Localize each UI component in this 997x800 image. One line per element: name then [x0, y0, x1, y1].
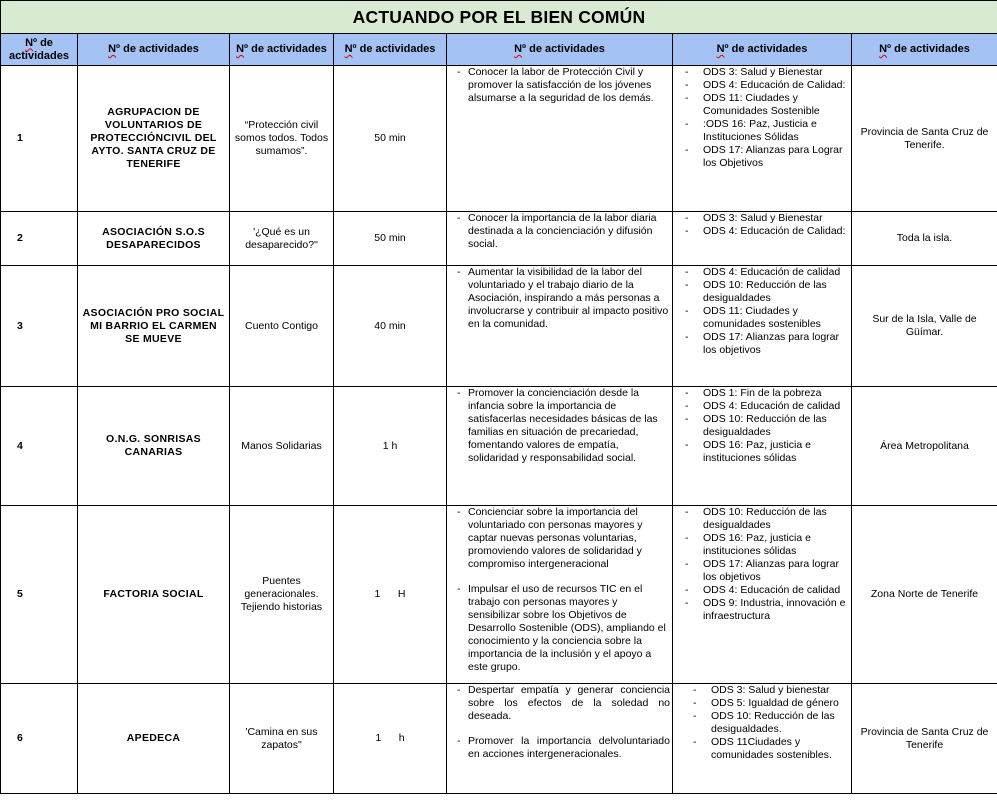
objective-item: - Impulsar el uso de recursos TIC en el trabajo con personas mayores y sensibilizar sobre los Objetivos de Desarrollo Sostenible (ODS), ampliando el conocimiento y la conciencia sobre la importancia de la inclusión y el apoyo a este grupo. — [455, 583, 670, 674]
duration: 40 min — [334, 266, 447, 387]
ods-item: - ODS 5: Igualdad de género — [689, 697, 849, 710]
objective-item: - Concienciar sobre la importancia del voluntariado con personas mayores y captar nuevas personas voluntarias, promoviendo valores de solidaridad y compromiso intergeneracional — [455, 506, 670, 571]
duration: 1 h — [334, 387, 447, 506]
ods-item: - :ODS 16: Paz, Justicia e Instituciones Sólidas — [681, 118, 849, 144]
ods-cell — [673, 684, 852, 794]
ods-item: - ODS 17: Alianzas para Lograr los Objetivos — [681, 144, 849, 170]
ods-item: - ODS 10: Reducción de las desigualdades — [681, 506, 849, 532]
header-cell: Nº de actividades — [230, 34, 334, 66]
row-number: 3 — [1, 266, 78, 387]
activity-name: Puentes generacionales. Tejiendo historias — [230, 506, 334, 684]
objective-item: - Aumentar la visibilidad de la labor del voluntariado y el trabajo diario de la Asociación, inspirando a más personas a involucrarse y contribuir al impacto positivo en la comunidad. — [455, 266, 670, 331]
organization-name: AGRUPACION DE VOLUNTARIOS DE PROTECCIÓNCIVIL DEL AYTO. SANTA CRUZ DE TENERIFE — [78, 66, 230, 212]
location: Zona Norte de Tenerife — [852, 506, 997, 684]
row-number: 6 — [1, 684, 78, 794]
table-row — [1, 684, 997, 794]
ods-item: - ODS 3: Salud y Bienestar — [681, 212, 849, 225]
activity-name: “Protección civil somos todos. Todos sumamos”. — [230, 66, 334, 212]
row-number: 1 — [1, 66, 78, 212]
objective-item: - Conocer la labor de Protección Civil y promover la satisfacción de los jóvenes alsumarse a la seguridad de los demás. — [455, 66, 670, 105]
duration: 50 min — [334, 212, 447, 266]
ods-item: - ODS 4: Educación de calidad — [681, 266, 849, 279]
objectives-cell — [447, 684, 673, 794]
ods-cell — [673, 266, 852, 387]
header-cell: Nº de actividades — [1, 34, 78, 66]
ods-item: - ODS 16: Paz, justicia e instituciones sólidas — [681, 439, 849, 465]
activity-name: 'Camina en sus zapatos" — [230, 684, 334, 794]
table-row — [1, 506, 997, 684]
header-cell: Nº de actividades — [673, 34, 852, 66]
table-row — [1, 266, 997, 387]
ods-cell — [673, 506, 852, 684]
location: Provincia de Santa Cruz de Tenerife — [852, 684, 997, 794]
objectives-cell — [447, 212, 673, 266]
ods-item: - ODS 4: Educación de calidad — [681, 400, 849, 413]
ods-cell — [673, 212, 852, 266]
activity-name: '¿Qué es un desaparecido?" — [230, 212, 334, 266]
duration: 1 h — [334, 684, 447, 794]
objective-item: - Conocer la importancia de la labor diaria destinada a la concienciación y difusión social. — [455, 212, 670, 251]
objectives-cell — [447, 266, 673, 387]
activity-name: Manos Solidarias — [230, 387, 334, 506]
objective-item: - Despertar empatía y generar conciencia sobre los efectos de la soledad no deseada. — [455, 684, 670, 723]
ods-item: - ODS 16: Paz, justicia e instituciones sólidas — [681, 532, 849, 558]
organization-name: FACTORIA SOCIAL — [78, 506, 230, 684]
header-cell: Nº de actividades — [447, 34, 673, 66]
objective-item: - Promover la importancia delvoluntariado en acciones intergeneracionales. — [455, 735, 670, 761]
ods-item: - ODS 4: Educación de Calidad: — [681, 79, 849, 92]
ods-item: - ODS 11Ciudades y comunidades sostenibles. — [689, 736, 849, 762]
ods-item: - ODS 11: Ciudades y comunidades sostenibles — [681, 305, 849, 331]
row-number: 4 — [1, 387, 78, 506]
ods-item: - ODS 17: Alianzas para lograr los objetivos — [681, 331, 849, 357]
row-number: 2 — [1, 212, 78, 266]
row-number: 5 — [1, 506, 78, 684]
table-row — [1, 387, 997, 506]
ods-cell — [673, 66, 852, 212]
duration: 1 H — [334, 506, 447, 684]
ods-item: - ODS 4: Educación de calidad — [681, 584, 849, 597]
header-cell: Nº de actividades — [852, 34, 997, 66]
ods-item: - ODS 3: Salud y Bienestar — [681, 66, 849, 79]
location: Área Metropolitana — [852, 387, 997, 506]
ods-cell — [673, 387, 852, 506]
duration: 50 min — [334, 66, 447, 212]
ods-item: - ODS 11: Ciudades y Comunidades Sostenible — [681, 92, 849, 118]
table-row — [1, 212, 997, 266]
activity-name: Cuento Contigo — [230, 266, 334, 387]
objectives-cell — [447, 387, 673, 506]
location: Sur de la Isla, Valle de Güímar. — [852, 266, 997, 387]
objectives-cell — [447, 506, 673, 684]
ods-item: - ODS 4: Educación de Calidad: — [681, 225, 849, 238]
location: Provincia de Santa Cruz de Tenerife. — [852, 66, 997, 212]
objective-item: - Promover la concienciación desde la infancia sobre la importancia de satisfacerlas necesidades básicas de las familias en situación de precariedad, fomentando valores de empatía, solidaridad y responsabilidad social. — [455, 387, 670, 465]
ods-item: - ODS 9: Industria, innovación e infraestructura — [681, 597, 849, 623]
header-cell: Nº de actividades — [78, 34, 230, 66]
organization-name: O.N.G. SONRISAS CANARIAS — [78, 387, 230, 506]
table-title: ACTUANDO POR EL BIEN COMÚN — [1, 1, 997, 34]
ods-item: - ODS 17: Alianzas para lograr los objetivos — [681, 558, 849, 584]
table-row — [1, 66, 997, 212]
location: Toda la isla. — [852, 212, 997, 266]
organization-name: ASOCIACIÓN PRO SOCIAL MI BARRIO EL CARMEN SE MUEVE — [78, 266, 230, 387]
organization-name: APEDECA — [78, 684, 230, 794]
ods-item: - ODS 10: Reducción de las desigualdades. — [689, 710, 849, 736]
ods-item: - ODS 3: Salud y bienestar — [689, 684, 849, 697]
objectives-cell — [447, 66, 673, 212]
organization-name: ASOCIACIÓN S.O.S DESAPARECIDOS — [78, 212, 230, 266]
ods-item: - ODS 10: Reducción de las desigualdades — [681, 413, 849, 439]
header-cell: Nº de actividades — [334, 34, 447, 66]
ods-item: - ODS 10: Reducción de las desigualdades — [681, 279, 849, 305]
ods-item: - ODS 1: Fin de la pobreza — [681, 387, 849, 400]
